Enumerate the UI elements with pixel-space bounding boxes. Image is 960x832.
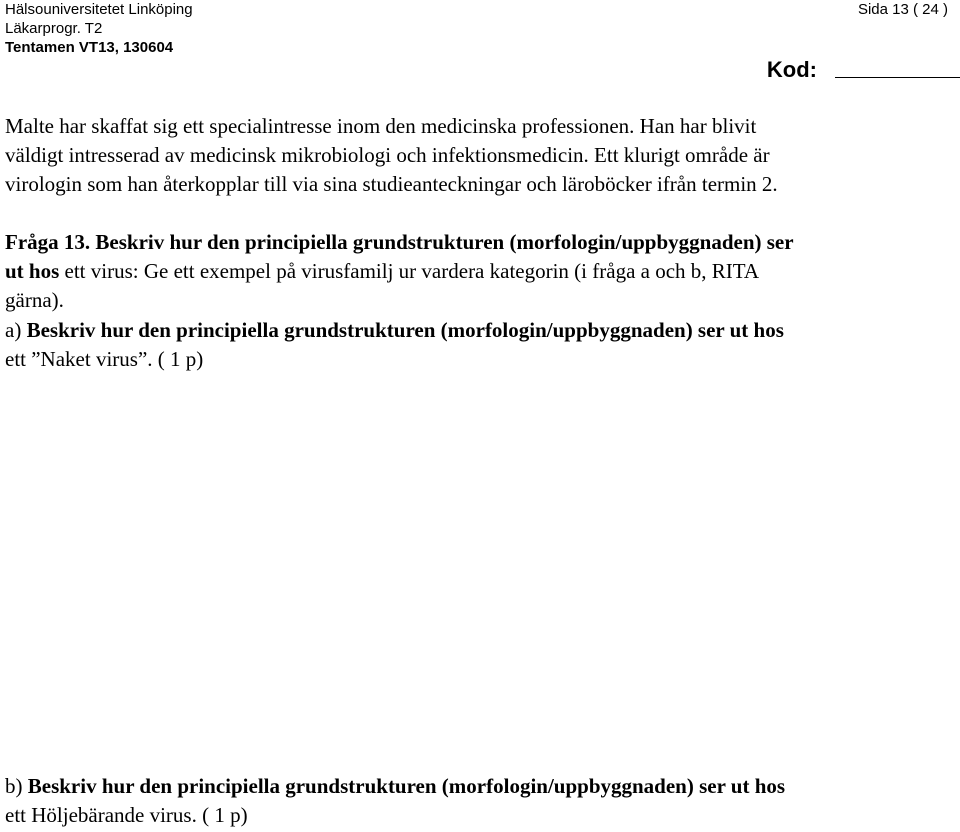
question-bold-text: ut hos xyxy=(5,259,60,283)
part-b-bold-text: Beskriv hur den principiella grundstrukturen (morfologin/uppbyggnaden) ser ut hos xyxy=(27,774,786,798)
part-b-tail: ett Höljebärande virus. ( 1 p) xyxy=(5,803,248,827)
question-line xyxy=(5,257,955,286)
code-write-line xyxy=(835,77,960,78)
intro-paragraph xyxy=(5,112,955,199)
question-bold-text: Beskriv hur den principiella grundstrukturen (morfologin/uppbyggnaden) ser xyxy=(90,230,794,254)
intro-line: väldigt intresserad av medicinsk mikrobiologi och infektionsmedicin. Ett klurigt område är xyxy=(5,143,770,167)
question-line: gärna). xyxy=(5,288,64,312)
part-b-prefix: b) xyxy=(5,774,28,798)
part-a-prefix: a) xyxy=(5,318,27,342)
intro-line: Malte har skaffat sig ett specialintresse inom den medicinska professionen. Han har blivit xyxy=(5,114,757,138)
question-label: Fråga 13. xyxy=(5,230,91,254)
question-line xyxy=(5,228,955,257)
part-a-bold-text: Beskriv hur den principiella grundstrukturen (morfologin/uppbyggnaden) ser ut hos xyxy=(26,318,784,342)
question-13 xyxy=(5,228,955,315)
question-part-a xyxy=(5,316,955,374)
part-a-tail: ett ”Naket virus”. ( 1 p) xyxy=(5,347,204,371)
code-label: Kod: xyxy=(766,57,817,82)
question-part-b xyxy=(5,772,955,830)
page-header xyxy=(5,0,193,57)
intro-line: virologin som han återkopplar till via sina studieanteckningar och läroböcker ifrån termin 2. xyxy=(5,172,778,196)
page-number: Sida 13 ( 24 ) xyxy=(857,1,948,18)
program-name: Läkarprogr. T2 xyxy=(5,20,103,37)
institution-name: Hälsouniversitetet Linköping xyxy=(5,1,193,18)
part-b-line xyxy=(5,772,955,801)
part-a-line xyxy=(5,316,955,345)
question-plain-text: ett virus: Ge ett exempel på virusfamilj ur vardera kategorin (i fråga a och b, RITA xyxy=(59,259,760,283)
code-field xyxy=(767,56,960,84)
exam-name: Tentamen VT13, 130604 xyxy=(5,39,174,56)
